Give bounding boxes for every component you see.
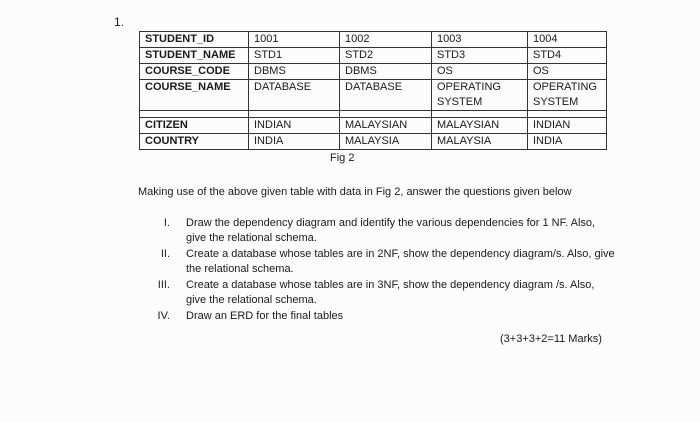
- question-text: Create a database whose tables are in 2NF, show the dependency diagram/s. Also, give the relational schema.: [186, 248, 615, 275]
- table-row: [140, 118, 607, 134]
- table-cell: STD1: [249, 48, 340, 64]
- figure-caption: Fig 2: [330, 152, 355, 164]
- table-cell: 1002: [340, 32, 432, 48]
- table-spacer-row: [140, 111, 607, 118]
- question-number: 1.: [114, 15, 125, 29]
- question-text: Create a database whose tables are in 3NF, show the dependency diagram /s. Also, give the relational schema.: [186, 279, 595, 306]
- question-text: Draw an ERD for the final tables: [186, 310, 344, 322]
- table-row: [140, 48, 607, 64]
- table-cell: INDIA: [249, 134, 340, 150]
- table-cell: MALAYSIAN: [340, 118, 432, 134]
- table-cell: DATABASE: [340, 80, 432, 111]
- table-cell: INDIAN: [528, 118, 607, 134]
- table-row: [140, 32, 607, 48]
- row-header: STUDENT_NAME: [140, 48, 249, 64]
- table-row: [140, 134, 607, 150]
- table-cell: STD3: [432, 48, 528, 64]
- question-numeral: II.: [160, 248, 170, 260]
- row-header: CITIZEN: [140, 118, 249, 134]
- question-list: [138, 216, 616, 325]
- question-numeral: I.: [163, 217, 170, 229]
- table-cell: DBMS: [249, 64, 340, 80]
- list-item: [138, 309, 616, 324]
- table-cell: OPERATING SYSTEM: [432, 80, 528, 111]
- student-data-table: [139, 31, 607, 150]
- list-item: [138, 247, 616, 277]
- table-cell: MALAYSIA: [432, 134, 528, 150]
- list-item: [138, 278, 616, 308]
- table-cell: STD2: [340, 48, 432, 64]
- table-cell: OS: [528, 64, 607, 80]
- table-cell: STD4: [528, 48, 607, 64]
- table-row: [140, 64, 607, 80]
- table-row: [140, 80, 607, 111]
- table-cell: DBMS: [340, 64, 432, 80]
- spacer-cell: [340, 111, 432, 118]
- table-cell: 1001: [249, 32, 340, 48]
- table-cell: OS: [432, 64, 528, 80]
- row-header: COUNTRY: [140, 134, 249, 150]
- table-cell: OPERATING SYSTEM: [528, 80, 607, 111]
- spacer-cell: [432, 111, 528, 118]
- question-text: Draw the dependency diagram and identify the various dependencies for 1 NF. Also, give the relational schema.: [186, 217, 596, 244]
- question-numeral: III.: [157, 279, 170, 291]
- row-header: COURSE_NAME: [140, 80, 249, 111]
- table-cell: INDIA: [528, 134, 607, 150]
- table-cell: DATABASE: [249, 80, 340, 111]
- row-header: COURSE_CODE: [140, 64, 249, 80]
- spacer-cell: [140, 111, 249, 118]
- table-cell: MALAYSIA: [340, 134, 432, 150]
- table-cell: INDIAN: [249, 118, 340, 134]
- table-cell: 1004: [528, 32, 607, 48]
- marks-allocation: (3+3+3+2=11 Marks): [500, 333, 602, 345]
- spacer-cell: [528, 111, 607, 118]
- table-cell: MALAYSIAN: [432, 118, 528, 134]
- list-item: [138, 216, 616, 246]
- spacer-cell: [249, 111, 340, 118]
- question-numeral: IV.: [157, 310, 170, 322]
- instructions-text: Making use of the above given table with data in Fig 2, answer the questions given below: [138, 186, 572, 198]
- row-header: STUDENT_ID: [140, 32, 249, 48]
- table-cell: 1003: [432, 32, 528, 48]
